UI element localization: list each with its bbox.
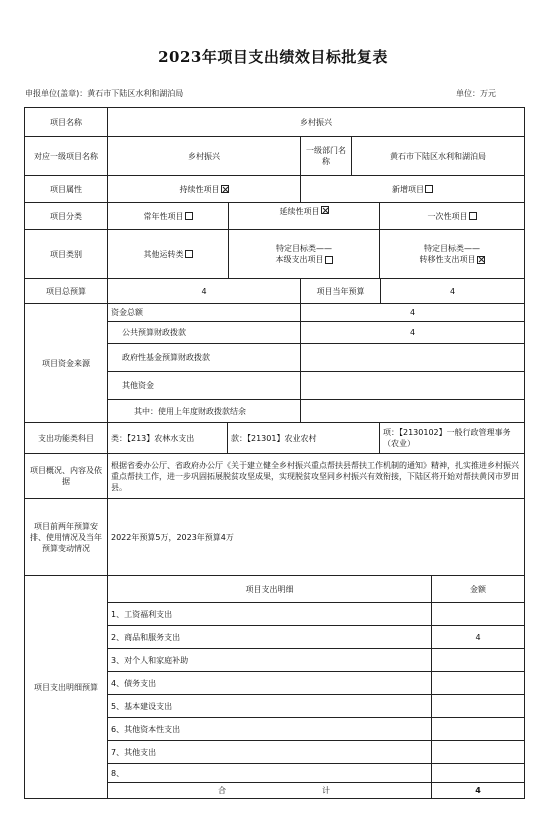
empty-box-icon xyxy=(325,256,333,264)
functional-label: 支出功能类科目 xyxy=(24,422,108,454)
dept-label: 一级部门名称 xyxy=(300,136,352,176)
classification-option-extended-text: 延续性项目 xyxy=(279,207,320,216)
attribute-label: 项目属性 xyxy=(24,175,108,203)
funding-item-value xyxy=(300,371,525,400)
detail-item-amount xyxy=(431,602,525,626)
detail-item-amount xyxy=(431,648,525,672)
empty-box-icon xyxy=(185,212,193,220)
classification-option-onetime xyxy=(379,202,525,230)
attribute-option-continuing xyxy=(107,175,301,203)
attribute-option-new-text: 新增项目 xyxy=(392,184,424,194)
detail-total-label xyxy=(107,782,432,799)
funding-item-value xyxy=(300,399,525,423)
detail-item-name: 8、 xyxy=(107,763,432,783)
classification-option-annual xyxy=(107,202,229,230)
classification-option-annual-text: 常年性项目 xyxy=(143,211,184,221)
current-budget-value: 4 xyxy=(380,278,525,304)
functional-section: 款：【21301】农业农村 xyxy=(227,422,380,454)
detail-total-label-a: 合 xyxy=(218,786,226,795)
checked-box-icon xyxy=(221,185,229,193)
detail-item-name: 3、对个人和家庭补助 xyxy=(107,648,432,672)
type-option-other xyxy=(107,229,229,279)
history-text: 2022年预算5万，2023年预算4万 xyxy=(107,498,525,576)
history-label: 项目前两年预算安排、使用情况及当年预算变动情况 xyxy=(24,498,108,576)
dept-value: 黄石市下陆区水利和湖泊局 xyxy=(351,136,525,176)
funding-item-name: 资金总额 xyxy=(107,303,301,322)
detail-total-label-b: 计 xyxy=(322,786,330,795)
empty-box-icon xyxy=(469,212,477,220)
detail-item-name: 2、商品和服务支出 xyxy=(107,625,432,649)
type-option-transfer-line2: 转移性支出项目 xyxy=(419,255,476,264)
funding-item-name: 其中：使用上年度财政拨款结余 xyxy=(107,399,301,423)
currency-unit: 单位：万元 xyxy=(456,89,496,98)
funding-item-value xyxy=(300,343,525,372)
overview-label: 项目概况、内容及依据 xyxy=(24,453,108,499)
project-name-label: 项目名称 xyxy=(24,107,108,137)
detail-label: 项目支出明细预算 xyxy=(24,575,108,799)
funding-item-value: 4 xyxy=(300,303,525,322)
type-option-local-line1: 特定目标类—— xyxy=(276,244,332,253)
type-option-other-text: 其他运转类 xyxy=(143,249,184,259)
total-budget-label: 项目总预算 xyxy=(24,278,108,304)
type-option-local-line2: 本级支出项目 xyxy=(275,255,324,264)
funding-item-name: 政府性基金预算财政拨款 xyxy=(107,343,301,372)
empty-box-icon xyxy=(185,250,193,258)
classification-option-extended xyxy=(228,202,380,230)
checked-box-icon xyxy=(321,206,329,214)
functional-kind: 类：【213】农林水支出 xyxy=(107,422,228,454)
total-budget-value: 4 xyxy=(107,278,301,304)
funding-item-value: 4 xyxy=(300,321,525,344)
attribute-option-new xyxy=(300,175,525,203)
detail-item-name: 5、基本建设支出 xyxy=(107,694,432,718)
detail-item-name: 1、工资福利支出 xyxy=(107,602,432,626)
detail-item-amount xyxy=(431,717,525,741)
current-budget-label: 项目当年预算 xyxy=(300,278,381,304)
functional-item: 项：【2130102】一般行政管理事务（农业） xyxy=(379,422,525,454)
page-title: 2023年项目支出绩效目标批复表 xyxy=(158,48,388,66)
detail-item-amount xyxy=(431,671,525,695)
checked-box-icon xyxy=(477,256,485,264)
classification-option-onetime-text: 一次性项目 xyxy=(427,211,468,221)
attribute-option-continuing-text: 持续性项目 xyxy=(179,184,220,194)
detail-item-name: 4、债务支出 xyxy=(107,671,432,695)
detail-item-amount xyxy=(431,694,525,718)
type-option-local xyxy=(228,229,380,279)
detail-header-amount: 金额 xyxy=(431,575,525,603)
funding-item-name: 其他资金 xyxy=(107,371,301,400)
detail-item-amount: 4 xyxy=(431,625,525,649)
overview-text: 根据省委办公厅、省政府办公厅《关于建立健全乡村振兴重点帮扶县帮扶工作机制的通知》精神，扎实推进乡村振兴重点帮扶工作，进一步巩固拓展脱贫攻坚成果，实现脱贫攻坚同乡村振兴有效衔接，下陆区将开始对帮扶黄冈市罗田县。 xyxy=(107,453,525,499)
funding-item-name: 公共预算财政拨款 xyxy=(107,321,301,344)
type-option-transfer-line1: 特定目标类—— xyxy=(424,244,480,253)
classification-label: 项目分类 xyxy=(24,202,108,230)
type-option-transfer xyxy=(379,229,525,279)
funding-label: 项目资金来源 xyxy=(24,303,108,423)
detail-header-name: 项目支出明细 xyxy=(107,575,432,603)
detail-item-amount xyxy=(431,763,525,783)
type-label: 项目类别 xyxy=(24,229,108,279)
category-value: 乡村振兴 xyxy=(107,136,301,176)
detail-item-amount xyxy=(431,740,525,764)
detail-item-name: 6、其他资本性支出 xyxy=(107,717,432,741)
applicant-unit: 申报单位(盖章)：黄石市下陆区水利和湖泊局 xyxy=(25,89,184,98)
detail-item-name: 7、其他支出 xyxy=(107,740,432,764)
project-name-value: 乡村振兴 xyxy=(107,107,525,137)
empty-box-icon xyxy=(425,185,433,193)
category-label: 对应一级项目名称 xyxy=(24,136,108,176)
detail-total-value: 4 xyxy=(431,782,525,799)
